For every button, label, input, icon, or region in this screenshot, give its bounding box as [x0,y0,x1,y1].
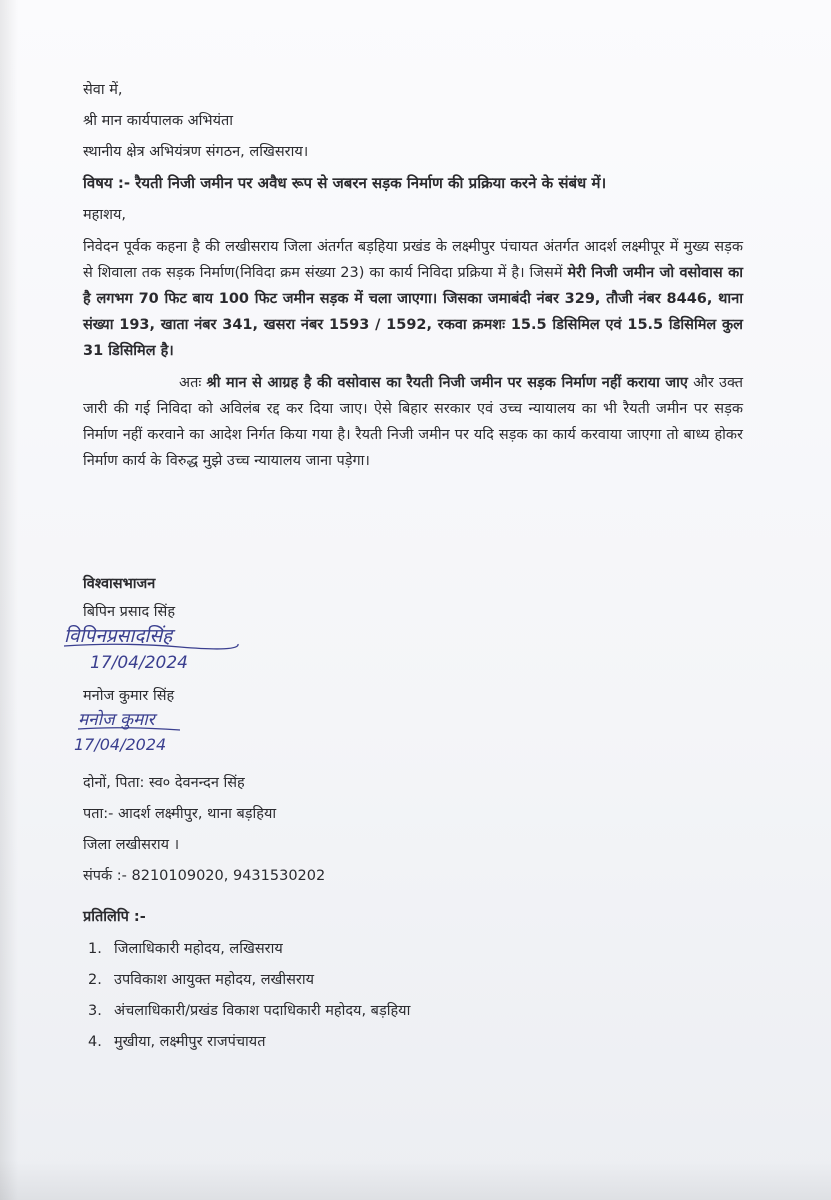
paragraph-1 [83,234,743,364]
list-item-text: जिलाधिकारी महोदय, लखिसराय [114,941,283,957]
list-item-text: अंचलाधिकारी/प्रखंड विकाश पदाधिकारी महोदय, बड़हिया [114,1003,411,1019]
salutation: महाशय, [83,207,127,223]
list-item-text: उपविकाश आयुक्त महोदय, लखीसराय [114,972,315,988]
list-item-number: 3. [88,1003,102,1019]
signer-1-signature [60,620,250,676]
copies-list [88,934,410,1058]
list-item [88,996,410,1027]
paragraph-2-request: श्री मान से आग्रह है की वसोवास का रैयती निजी जमीन पर सड़क निर्माण नहीं कराया जाए [206,375,688,391]
list-item [88,965,410,996]
signer-2-name: मनोज कुमार सिंह [83,688,175,704]
paragraph-2-text: और उक्त जारी की गई निविदा को अविलंब रद्द कर दिया जाए। ऐसे बिहार सरकार एवं उच्च न्यायालय का भी रैयती जमीन पर सड़क निर्माण नहीं करवाने का आदेश निर्गत किया गया है। रैयती निजी जमीन पर यदि सड़क का कार्य करवाया जाएगा तो बाध्य होकर निर्माण कार्य के विरुद्ध मुझे उच्च न्यायालय जाना पड़ेगा। [83,375,743,469]
paragraph-1-text: निवेदन पूर्वक कहना है की लखीसराय जिला अंतर्गत बड़हिया प्रखंड के लक्ष्मीपुर पंचायत अंतर्गत आदर्श लक्ष्मीपूर में मुख्य सड़क से शिवाला तक सड़क निर्माण(निविदा क्रम संख्या 23) का कार्य निविदा प्रक्रिया में है। जिसमें [83,239,743,281]
paragraph-2-lead: अतः [179,375,207,391]
page-shadow [0,0,18,1200]
signer-1-signature-text: विपिनप्रसादसिंह [64,625,173,647]
letter-body [83,75,743,474]
list-item-text: मुखीया, लक्ष्मीपुर राजपंचायत [114,1034,266,1050]
paragraph-1-land-details: मेरी निजी जमीन जो वसोवास का है लगभग 70 फिट बाय 100 फिट जमीन सड़क में चला जाएगा। जिसका जमाबंदी नंबर 329, तौजी नंबर 8446, थाना संख्या 193, खाता नंबर 341, खसरा नंबर 1593 / 1592, रकवा क्रमशः 15.5 डिसिमिल एवं 15.5 डिसिमिल कुल 31 डिसिमिल है। [83,265,744,359]
sender-address-2: जिला लखीसराय । [83,837,180,853]
list-item [88,1027,410,1058]
signer-2-signature [70,705,210,757]
sender-details [83,768,325,892]
sender-address-1: पता:- आदर्श लक्ष्मीपुर, थाना बड़हिया [83,806,277,822]
list-item-number: 1. [88,941,102,957]
list-item [88,934,410,965]
subject-line: विषय :- रैयती निजी जमीन पर अवैध रूप से जबरन सड़क निर्माण की प्रक्रिया करने के संबंध में। [83,174,607,192]
page-shadow-bottom [0,1160,831,1200]
paragraph-2 [83,370,743,474]
recipient-office: स्थानीय क्षेत्र अभियंत्रण संगठन, लखिसराय। [83,144,309,160]
closing-phrase: विश्वासभाजन [83,576,156,592]
list-item-number: 4. [88,1034,102,1050]
recipient-title: श्री मान कार्यपालक अभियंता [83,113,234,129]
sender-contact: संपर्क :- 8210109020, 9431530202 [83,868,326,884]
signer-1-name: बिपिन प्रसाद सिंह [83,604,176,620]
signer-2-date: 17/04/2024 [74,735,167,754]
copies-title: प्रतिलिपि :- [83,909,146,925]
to-label: सेवा में, [83,82,123,98]
sender-relation: दोनों, पिता: स्व० देवनन्दन सिंह [83,775,245,791]
list-item-number: 2. [88,972,102,988]
signer-2-signature-text: मनोज कुमार [78,710,155,730]
signer-1-date: 17/04/2024 [90,653,188,673]
